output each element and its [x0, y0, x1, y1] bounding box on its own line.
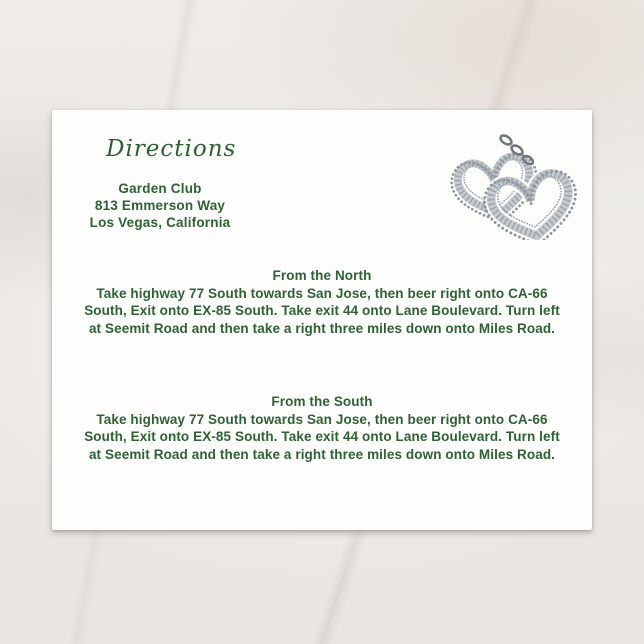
venue-name: Garden Club [118, 181, 202, 196]
venue-address-block [70, 180, 250, 231]
venue-street: 813 Emmerson Way [94, 198, 226, 213]
directions-line: Take highway 77 South towards San Jose, then beer right onto CA-66 [96, 411, 548, 427]
card-title: Directions [106, 136, 237, 162]
right-heart [481, 168, 580, 240]
section-heading-south: From the South [271, 394, 373, 409]
interlocked-hearts-icon [444, 122, 580, 240]
directions-line: South, Exit onto EX-85 South. Take exit 44 onto Lane Boulevard. Turn left [84, 303, 560, 318]
venue-city: Los Vegas, California [89, 215, 231, 230]
directions-section-north [62, 267, 582, 337]
directions-line: Take highway 77 South towards San Jose, then beer right onto CA-66 [96, 285, 548, 301]
directions-line: South, Exit onto EX-85 South. Take exit 44 onto Lane Boulevard. Turn left [84, 429, 560, 444]
directions-section-south [62, 393, 582, 463]
section-heading-north: From the North [272, 268, 372, 283]
directions-line: at Seemit Road and then take a right three miles down onto Miles Road. [88, 446, 556, 462]
directions-postcard [52, 110, 592, 530]
directions-line: at Seemit Road and then take a right three miles down onto Miles Road. [88, 320, 556, 336]
